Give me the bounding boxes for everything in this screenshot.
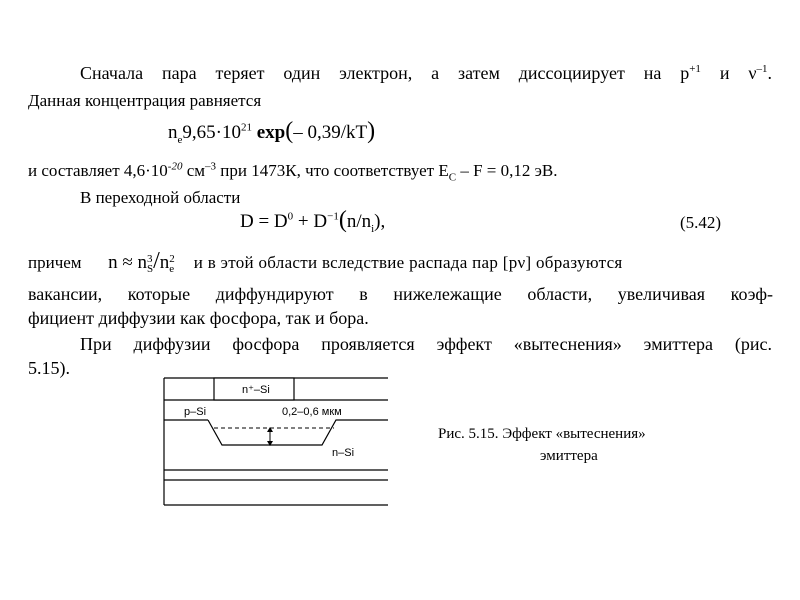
text-segment: см bbox=[182, 161, 206, 180]
superscript: −1 bbox=[327, 210, 339, 223]
superscript: +1 bbox=[689, 63, 701, 75]
label-p-si: p–Si bbox=[184, 406, 207, 418]
subscript: e bbox=[169, 262, 175, 275]
paren-open: ( bbox=[285, 118, 294, 144]
superscript: –1 bbox=[756, 63, 768, 75]
subscript: S bbox=[147, 262, 154, 275]
subscript: i bbox=[371, 222, 375, 235]
formula-diffusion bbox=[240, 209, 385, 233]
formula-concentration bbox=[168, 120, 375, 144]
formula-lhs: D = D bbox=[240, 211, 288, 232]
superscript: 3 bbox=[147, 252, 153, 265]
formula-term: + D bbox=[293, 211, 328, 232]
text-segment: и ν bbox=[700, 63, 757, 83]
subscript: e bbox=[177, 133, 183, 146]
superscript: 2 bbox=[169, 252, 175, 265]
figure-emitter-push bbox=[150, 375, 390, 510]
label-n-plus-si: n⁺–Si bbox=[242, 384, 270, 396]
equation-number: (5.42) bbox=[680, 213, 722, 232]
formula-func: exp bbox=[256, 122, 286, 143]
formula-var: n ≈ n bbox=[108, 252, 147, 273]
figure-caption-line1: Рис. 5.15. Эффект «вытеснения» bbox=[438, 426, 646, 442]
paragraph1-line2: Данная концентрация равняется bbox=[28, 91, 262, 110]
formula-coef: 9,65·10 bbox=[182, 122, 241, 143]
paragraph2-line3: фициент диффузии как фосфора, так и бора. bbox=[28, 308, 369, 328]
formula-inline: n ≈ n 3 S /n 2 e bbox=[108, 248, 175, 275]
formula-arg: – 0,39/kT bbox=[293, 122, 368, 143]
text-segment: . bbox=[767, 63, 772, 83]
paragraph2-line2: вакансии, которые диффундируют в нижележащие области, увеличивая коэф- bbox=[28, 284, 773, 304]
text-segment: и составляет 4,6·10 bbox=[28, 161, 168, 180]
paragraph3-line1: При диффузии фосфора проявляется эффект «вытеснения» эмиттера (рис. bbox=[80, 334, 772, 354]
paragraph3-line2: 5.15). bbox=[28, 358, 70, 378]
superscript: 21 bbox=[240, 121, 252, 134]
text-segment: при 1473К, что соответствует E bbox=[216, 161, 449, 180]
formula-var: n bbox=[168, 122, 178, 143]
superscript: 0 bbox=[287, 210, 294, 223]
superscript: -20 bbox=[167, 160, 183, 173]
paren-close: ) bbox=[367, 118, 376, 144]
formula-var: n bbox=[159, 252, 170, 273]
formula-arg: n/n bbox=[346, 211, 372, 232]
text-segment: Сначала пара теряет один электрон, а затем диссоциирует на p bbox=[80, 63, 690, 83]
paragraph-line4: В переходной области bbox=[80, 188, 241, 207]
paragraph-line3 bbox=[28, 160, 558, 182]
paragraph2-line1 bbox=[28, 250, 773, 274]
pushed-junction bbox=[208, 420, 388, 445]
paren-open: ( bbox=[338, 207, 347, 233]
superscript: –3 bbox=[205, 160, 217, 173]
figure-caption-line2: эмиттера bbox=[540, 448, 598, 464]
formula-close: ), bbox=[374, 211, 386, 232]
paragraph1-line1 bbox=[80, 62, 772, 84]
label-depth: 0,2–0,6 мкм bbox=[282, 406, 342, 418]
text-segment: и в этой области вследствие распада пар [pν] образуются bbox=[193, 253, 623, 272]
text-segment: – F = 0,12 эВ. bbox=[456, 161, 558, 180]
text-segment: причем bbox=[28, 253, 82, 272]
label-n-si: n–Si bbox=[332, 447, 355, 459]
figure-diagram bbox=[150, 375, 390, 510]
subscript: C bbox=[448, 171, 457, 184]
